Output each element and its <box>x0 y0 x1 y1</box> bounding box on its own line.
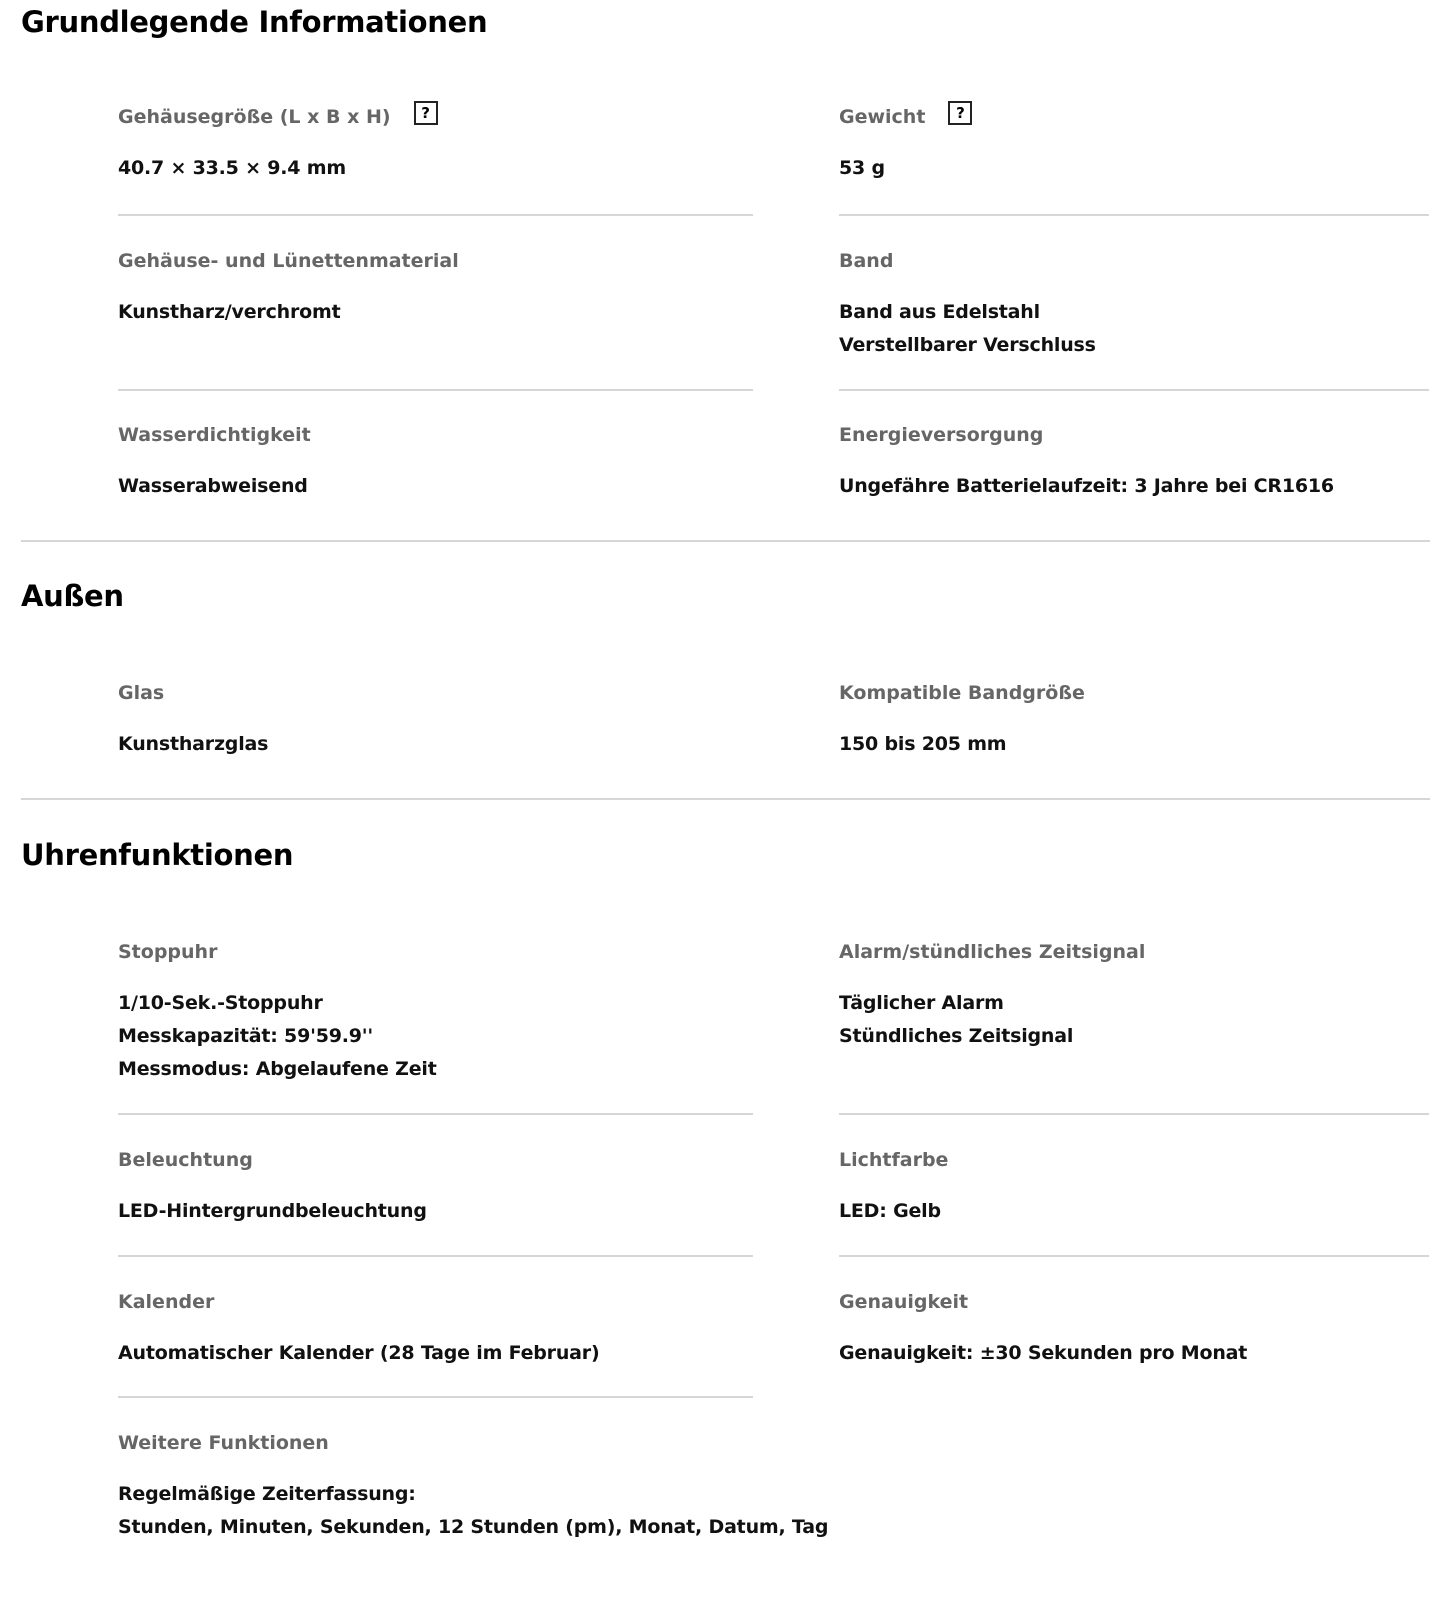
spec-label-text: Kalender <box>118 1291 215 1313</box>
spec-grid-functions-row1 <box>118 939 1429 1119</box>
spec-label <box>839 680 1429 706</box>
row-divider <box>839 1255 1429 1257</box>
spec-value-line: Wasserabweisend <box>118 475 308 497</box>
spec-value <box>118 152 763 185</box>
spec-case-size <box>118 104 763 217</box>
spec-label-text: Weitere Funktionen <box>118 1432 329 1454</box>
spec-label <box>118 939 763 965</box>
spec-label-text: Band <box>839 250 894 272</box>
section-basic-info <box>21 4 1430 40</box>
spec-grid-basic-info <box>118 104 1429 217</box>
spec-label <box>839 422 1429 448</box>
spec-value-line: 40.7 × 33.5 × 9.4 mm <box>118 157 346 179</box>
section-watch-functions <box>21 837 1430 873</box>
spec-light-color <box>839 1147 1429 1262</box>
spec-label-text: Gewicht <box>839 106 926 128</box>
spec-label <box>118 1430 763 1456</box>
spec-grid-functions-row2 <box>118 1147 1429 1262</box>
spec-value <box>839 987 1429 1053</box>
spec-label-text: Beleuchtung <box>118 1149 253 1171</box>
spec-label <box>839 104 1429 130</box>
section-exterior <box>21 578 1430 614</box>
spec-label-text: Wasserdichtigkeit <box>118 424 311 446</box>
row-divider <box>839 1113 1429 1115</box>
row-divider <box>118 1255 753 1257</box>
spec-stopwatch <box>118 939 763 1119</box>
spec-value-line: Kunstharz/verchromt <box>118 301 341 323</box>
spec-grid-functions-row3 <box>118 1289 1429 1404</box>
spec-value <box>118 987 763 1086</box>
spec-value <box>118 728 763 761</box>
spec-value-line: 150 bis 205 mm <box>839 733 1007 755</box>
spec-label <box>118 422 763 448</box>
spec-label-text: Alarm/stündliches Zeitsignal <box>839 941 1146 963</box>
row-divider <box>118 1396 753 1398</box>
spec-value-line: Verstellbarer Verschluss <box>839 334 1096 356</box>
spec-band <box>839 248 1429 393</box>
spec-label <box>839 939 1429 965</box>
spec-label-text: Glas <box>118 682 165 704</box>
spec-label-text: Lichtfarbe <box>839 1149 949 1171</box>
spec-grid-basic-info-row3 <box>118 422 1429 503</box>
spec-value <box>118 470 763 503</box>
spec-value-line: Automatischer Kalender (28 Tage im Februar) <box>118 1342 600 1364</box>
spec-label-text: Gehäusegröße (L x B x H) <box>118 106 391 128</box>
spec-label <box>118 248 763 274</box>
spec-value <box>118 1195 763 1228</box>
spec-value-line: Täglicher Alarm <box>839 992 1004 1014</box>
spec-glass <box>118 680 763 761</box>
help-icon[interactable]: ? <box>948 101 972 125</box>
spec-value-line: Stündliches Zeitsignal <box>839 1025 1074 1047</box>
spec-other-functions <box>118 1430 829 1544</box>
spec-case-material <box>118 248 763 393</box>
spec-power-supply <box>839 422 1429 503</box>
section-title: Uhrenfunktionen <box>21 838 294 872</box>
spec-label-text: Genauigkeit <box>839 1291 969 1313</box>
spec-value <box>839 1195 1429 1228</box>
spec-label <box>118 104 763 130</box>
section-divider <box>21 798 1430 800</box>
spec-value-line: Messkapazität: 59'59.9'' <box>118 1025 374 1047</box>
spec-value-line: Band aus Edelstahl <box>839 301 1040 323</box>
spec-value-line: LED-Hintergrundbeleuchtung <box>118 1200 427 1222</box>
spec-value-line: Ungefähre Batterielaufzeit: 3 Jahre bei CR1616 <box>839 475 1334 497</box>
spec-value <box>839 728 1429 761</box>
section-divider <box>21 540 1430 542</box>
spec-alarm <box>839 939 1429 1119</box>
spec-value <box>118 1337 763 1370</box>
spec-value <box>118 1478 829 1544</box>
spec-label <box>839 1289 1429 1315</box>
row-divider <box>839 214 1429 216</box>
spec-label <box>118 1289 763 1315</box>
section-title: Grundlegende Informationen <box>21 5 488 39</box>
spec-label-text: Kompatible Bandgröße <box>839 682 1085 704</box>
spec-value-line: Regelmäßige Zeiterfassung: <box>118 1483 416 1505</box>
spec-value <box>118 296 763 329</box>
help-icon[interactable]: ? <box>414 101 438 125</box>
spec-value <box>839 152 1429 185</box>
row-divider <box>118 214 753 216</box>
spec-value <box>839 296 1429 362</box>
spec-value-line: LED: Gelb <box>839 1200 941 1222</box>
spec-value-line: Genauigkeit: ±30 Sekunden pro Monat <box>839 1342 1248 1364</box>
spec-label-text: Energieversorgung <box>839 424 1044 446</box>
spec-grid-basic-info-row2 <box>118 248 1429 393</box>
spec-water-resistance <box>118 422 763 503</box>
spec-label <box>118 1147 763 1173</box>
spec-value-line: Messmodus: Abgelaufene Zeit <box>118 1058 437 1080</box>
spec-value <box>839 470 1429 503</box>
spec-weight <box>839 104 1429 217</box>
spec-value <box>839 1337 1429 1370</box>
spec-value-line: 1/10-Sek.-Stoppuhr <box>118 992 323 1014</box>
spec-band-size <box>839 680 1429 761</box>
row-divider <box>839 389 1429 391</box>
row-divider <box>118 389 753 391</box>
spec-grid-exterior <box>118 680 1429 761</box>
spec-value-line: Kunstharzglas <box>118 733 269 755</box>
spec-calendar <box>118 1289 763 1404</box>
section-title: Außen <box>21 579 124 613</box>
spec-label <box>118 680 763 706</box>
spec-label <box>839 1147 1429 1173</box>
spec-value-line: 53 g <box>839 157 885 179</box>
row-divider <box>118 1113 753 1115</box>
spec-label-text: Gehäuse- und Lünettenmaterial <box>118 250 459 272</box>
spec-label <box>839 248 1429 274</box>
spec-label-text: Stoppuhr <box>118 941 218 963</box>
spec-illumination <box>118 1147 763 1262</box>
spec-value-line: Stunden, Minuten, Sekunden, 12 Stunden (pm), Monat, Datum, Tag <box>118 1516 829 1538</box>
spec-accuracy <box>839 1289 1429 1404</box>
spec-grid-functions-row4 <box>118 1430 1429 1544</box>
